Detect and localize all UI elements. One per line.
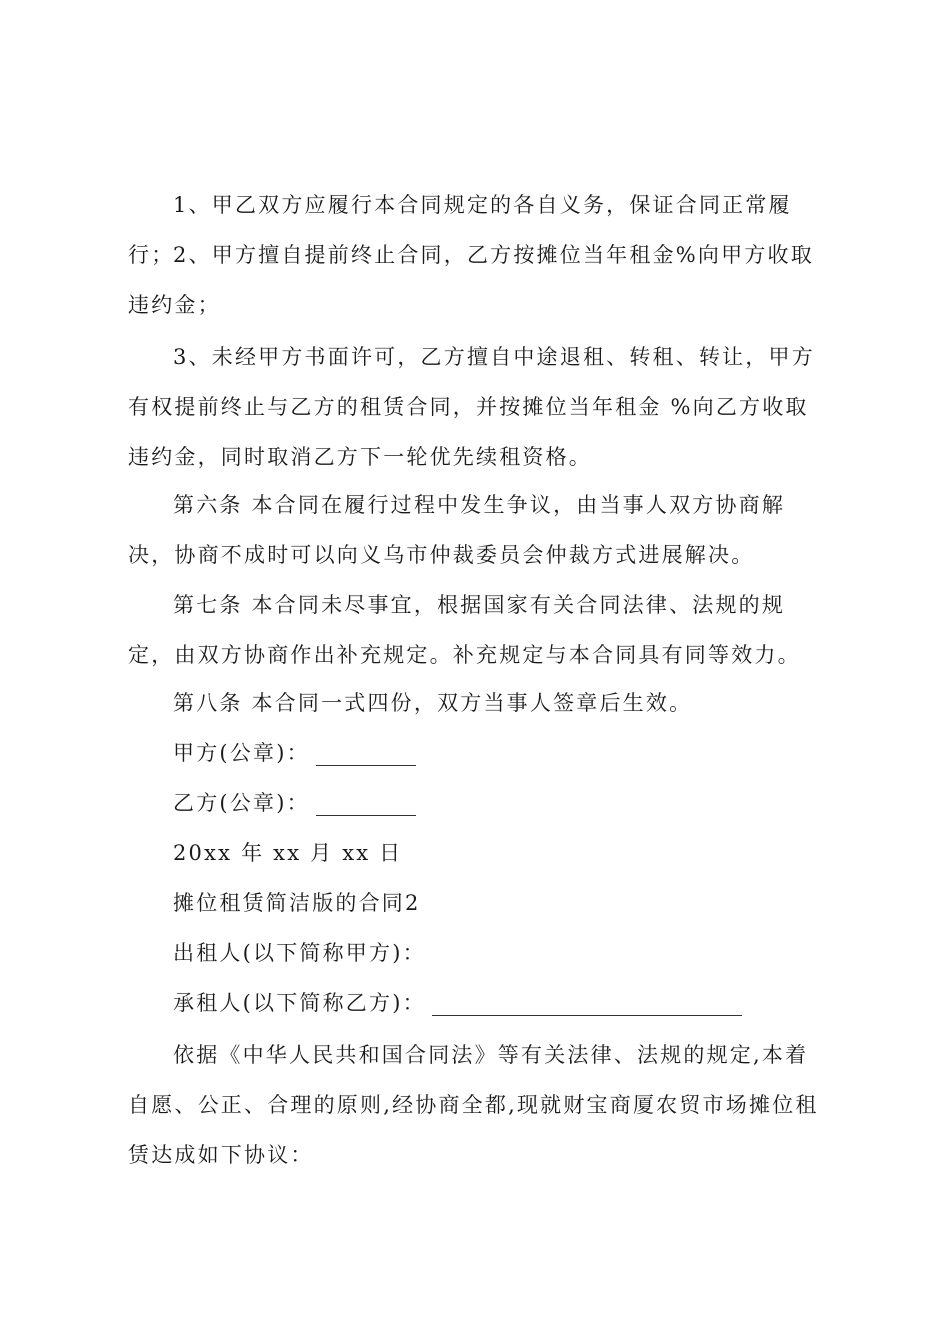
party-b-seal-blank — [316, 789, 416, 816]
party-b-label: 乙方(公章)： — [173, 791, 310, 815]
article-seven: 第七条 本合同未尽事宜，根据国家有关合同法律、法规的规定，由双方协商作出补充规定。补充规定与本合同具有同等效力。 — [128, 593, 801, 667]
lessee-signature-line — [173, 978, 742, 1028]
party-a-signature-line — [173, 728, 416, 778]
party-a-seal-blank — [316, 739, 416, 766]
party-a-label: 甲方(公章)： — [173, 741, 310, 765]
clause-obligations: 1、甲乙双方应履行本合同规定的各自义务，保证合同正常履行； — [128, 193, 792, 267]
party-b-signature-line — [173, 778, 416, 828]
article-six: 第六条 本合同在履行过程中发生争议，由当事人双方协商解决，协商不成时可以向义乌市仲裁委员会仲裁方式进展解决。 — [128, 493, 786, 567]
contract-2-title: 摊位租赁简洁版的合同2 — [173, 891, 421, 915]
clause-unauthorized-sublease: 3、未经甲方书面许可，乙方擅自中途退租、转租、转让，甲方有权提前终止与乙方的租赁合同，并按摊位当年租金 %向乙方收取违约金，同时取消乙方下一轮优先续租资格。 — [128, 345, 815, 469]
clause-early-termination: 2、甲方擅自提前终止合同，乙方按摊位当年租金%向甲方收取违约金； — [128, 243, 814, 317]
lessor-line: 出租人(以下简称甲方)： — [173, 941, 426, 965]
intro-paragraph: 依据《中华人民共和国合同法》等有关法律、法规的规定,本着自愿、公正、合理的原则,经协商全都,现就财宝商厦农贸市场摊位租赁达成如下协议： — [128, 1043, 819, 1167]
article-eight: 第八条 本合同一式四份，双方当事人签章后生效。 — [173, 691, 693, 715]
lessee-name-blank — [432, 989, 742, 1016]
lessee-label: 承租人(以下简称乙方)： — [173, 991, 426, 1015]
date-line: 20xx 年 xx 月 xx 日 — [173, 841, 403, 865]
